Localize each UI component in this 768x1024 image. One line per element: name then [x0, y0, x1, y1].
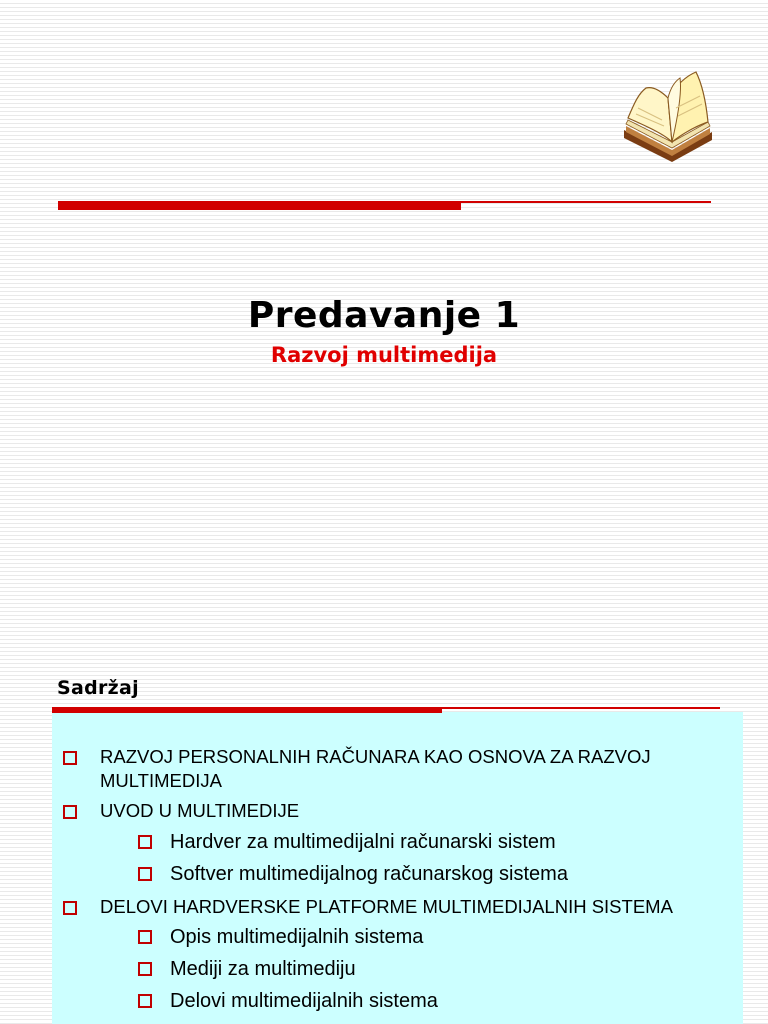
square-bullet-icon — [63, 901, 77, 915]
slide-subtitle: Razvoj multimedija — [270, 343, 498, 367]
list-item: UVOD U MULTIMEDIJE — [63, 799, 720, 823]
title-divider-thick — [58, 201, 461, 210]
square-bullet-icon — [138, 930, 152, 944]
contents-heading: Sadržaj — [57, 677, 139, 699]
contents-divider-thin — [442, 707, 720, 709]
slide-title: Predavanje 1 — [247, 295, 521, 336]
contents-divider-thick — [52, 707, 442, 713]
list-item-sub: Hardver za multimedijalni računarski sistem — [138, 829, 730, 855]
list-item-sub: Delovi multimedijalnih sistema — [138, 988, 730, 1014]
square-bullet-icon — [63, 751, 77, 765]
list-item-sub: Opis multimedijalnih sistema — [138, 924, 730, 950]
square-bullet-icon — [138, 994, 152, 1008]
open-book-icon — [616, 68, 716, 164]
square-bullet-icon — [63, 805, 77, 819]
list-item: DELOVI HARDVERSKE PLATFORME MULTIMEDIJALNIH SISTEMA — [63, 895, 720, 919]
square-bullet-icon — [138, 962, 152, 976]
square-bullet-icon — [138, 867, 152, 881]
square-bullet-icon — [138, 835, 152, 849]
list-item-sub: Mediji za multimediju — [138, 956, 730, 982]
title-divider-thin — [461, 201, 711, 203]
list-item: RAZVOJ PERSONALNIH RAČUNARA KAO OSNOVA ZA RAZVOJ MULTIMEDIJA — [63, 745, 720, 793]
list-item-sub: Softver multimedijalnog računarskog sistema — [138, 861, 730, 887]
